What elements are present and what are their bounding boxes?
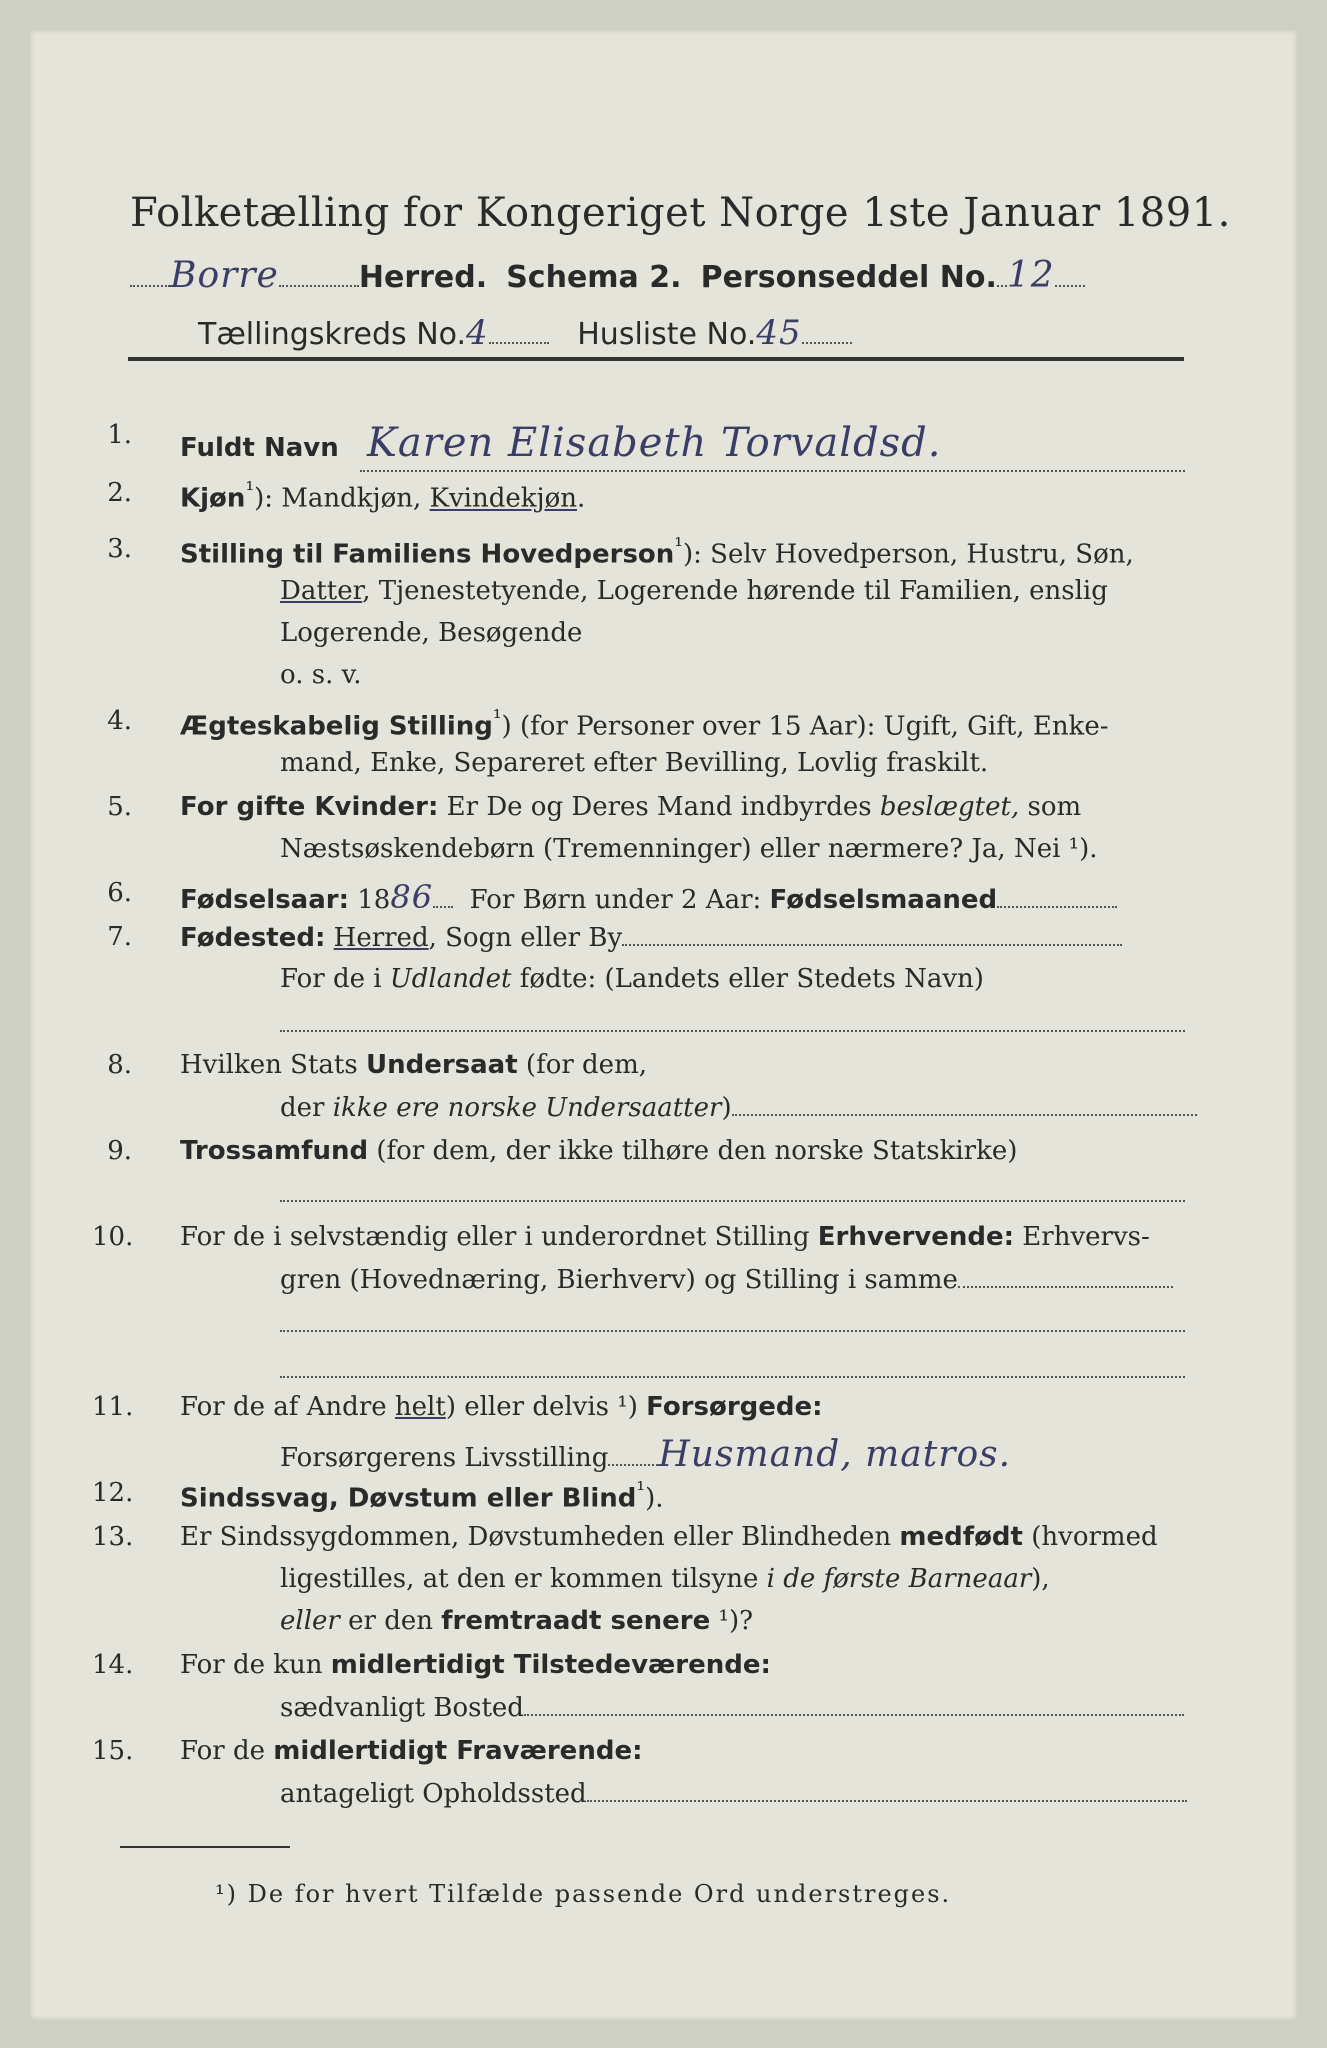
congenital-text-2: ligestilles, at den er kommen tilsyne [280,1564,767,1594]
birth-month-intro: For Børn under 2 Aar: [469,885,762,915]
item-12 [180,1478,664,1514]
family-position-label: Stilling til Familiens Hovedperson [180,539,675,570]
item-8-line2 [280,1092,1197,1123]
footnote-mark: ¹ [674,534,683,559]
herred-value: Borre [170,255,279,296]
supported-text-mid: ) eller delvis ¹) [445,1392,647,1422]
header-rule [128,357,1184,361]
item-15-line2 [280,1778,1187,1809]
item-11 [180,1392,823,1422]
birthplace-options: , Sogn eller By [428,923,623,953]
citizenship-note-end: ) [721,1093,732,1123]
family-position-selected: Datter [280,576,363,606]
item-number: 13. [92,1522,134,1552]
item-5-line2: Næstsøskendebørn (Tremenninger) eller nærmere? Ja, Nei ¹). [280,834,1098,864]
abroad-text: For de i [280,964,390,994]
item-14 [180,1650,771,1680]
item-6 [180,878,1117,916]
birthplace-label: Fødested: [180,923,326,953]
sex-label: Kjøn [180,483,246,514]
married-women-text-end: som [1019,792,1082,822]
supported-label: Forsørgede: [646,1392,823,1422]
item-number: 8. [107,1050,132,1080]
family-position-options: ): Selv Hovedperson, Hustru, Søn, [682,539,1134,570]
occupation-text-end: Erhvervs- [1014,1222,1150,1252]
supported-selected: helt [394,1392,446,1422]
item-number: 7. [107,922,132,952]
footnote-rule [120,1846,290,1848]
item-13-line2 [280,1564,1050,1594]
occupation-text: For de i selvstændig eller i underordnet Stilling [180,1222,818,1252]
birth-year-prefix: 18 [349,885,391,915]
birth-year-label: Fødselsaar: [180,885,349,915]
congenital-text: Er Sindssygdommen, Døvstumheden eller Blindheden [180,1522,900,1552]
congenital-text-end: (hvormed [1022,1522,1158,1552]
kreds-line [198,313,852,353]
congenital-text-3-italic: eller [280,1606,340,1636]
item-10 [180,1222,1150,1252]
item-2 [180,478,585,514]
item-15 [180,1736,642,1766]
birth-year-value: 86 [390,878,434,916]
married-women-text: Er De og Deres Mand indbyrdes [438,792,880,822]
item-3 [180,534,1134,570]
citizenship-label: Undersaat [365,1050,518,1080]
punct: . [576,483,586,514]
item-5 [180,792,1081,822]
item-11-line2 [280,1434,1011,1475]
item-14-line2 [280,1692,1184,1723]
provider-occupation-label: Forsørgerens Livsstilling [280,1443,609,1473]
footnote: ¹) De for hvert Tilfælde passende Ord understreges. [215,1880,952,1908]
family-position-options-2: , Tjenestetyende, Logerende hørende til Familien, enslig [362,576,1108,606]
item-number: 5. [107,792,132,822]
congenital-text-2-end: ), [1031,1564,1050,1594]
occupation-text-2: gren (Hovednæring, Bierhverv) og Stilling i samme [280,1265,958,1295]
item-number: 14. [92,1650,134,1680]
congenital-text-3: er den [339,1606,442,1636]
item-3-line4: o. s. v. [280,660,362,690]
probable-residence-label: antageligt Opholdssted [280,1779,587,1809]
item-7-line2 [280,964,984,994]
citizenship-text: Hvilken Stats [180,1050,366,1080]
later-label: fremtraadt senere [441,1606,711,1636]
married-women-label: For gifte Kvinder: [180,792,439,822]
item-7 [180,922,1122,953]
item-number: 6. [107,878,132,908]
personseddel-value: 12 [1006,255,1055,296]
married-women-text-italic: beslægtet, [879,792,1020,822]
personseddel-label: Personseddel No. [700,260,997,295]
full-name-value: Karen Elisabeth Torvaldsd. [367,420,942,466]
census-form-page [30,30,1297,2020]
item-3-line3: Logerende, Besøgende [280,618,583,648]
item-number: 15. [92,1736,134,1766]
item-number: 2. [107,478,132,508]
abroad-text-end: fødte: (Landets eller Stedets Navn) [511,964,984,994]
item-13 [180,1522,1158,1552]
item-3-line2 [280,576,1108,606]
marital-status-label: Ægteskabelig Stilling [180,711,493,742]
item-4-line2: mand, Enke, Separeret efter Bevilling, Lovlig fraskilt. [280,748,989,778]
item-4 [180,706,1108,742]
form-title: Folketælling for Kongeriget Norge 1ste Januar 1891. [130,190,1231,236]
temporary-present-text: For de kun [180,1650,331,1680]
supported-text: For de af Andre [180,1392,395,1422]
item-8 [180,1050,647,1080]
congenital-text-3-end: ¹)? [710,1606,754,1636]
temporary-present-label: midlertidigt Tilstedeværende: [330,1650,771,1680]
citizenship-note-italic: ikke ere norske Undersaatter [332,1093,722,1123]
temporary-absent-label: midlertidigt Fraværende: [273,1736,643,1766]
congenital-text-2-italic: i de første Barneaar [766,1564,1032,1594]
disability-end: ). [645,1483,664,1514]
item-1 [180,420,941,466]
marital-status-options: ) (for Personer over 15 Aar): Ugift, Gift, Enke- [501,711,1109,742]
item-13-line3 [280,1606,753,1636]
abroad-text-italic: Udlandet [389,964,512,994]
husliste-label: Husliste No. [577,317,757,352]
item-number: 11. [92,1392,134,1422]
item-10-line2 [280,1264,1173,1295]
husliste-value: 45 [756,313,802,353]
sex-options: ): Mandkjøn, [254,483,430,514]
occupation-label: Erhvervende: [817,1222,1015,1252]
temporary-absent-text: For de [180,1736,274,1766]
item-number: 12. [92,1478,134,1508]
citizenship-text-end: (for dem, [517,1050,647,1080]
religion-text: (for dem, der ikke tilhøre den norske Statskirke) [368,1136,1018,1166]
footnote-mark: ¹ [245,478,255,503]
item-number: 4. [107,706,132,736]
citizenship-note: der [280,1093,333,1123]
footnote-mark: ¹ [492,706,502,731]
item-number: 10. [92,1222,134,1252]
herred-label: Herred. [358,260,488,295]
kreds-label: Tællingskreds No. [198,317,466,352]
kreds-value: 4 [466,313,489,353]
herred-line [130,255,1085,296]
item-number: 1. [107,420,132,450]
disability-label: Sindssvag, Døvstum eller Blind [180,1483,637,1514]
item-number: 9. [107,1136,132,1166]
item-number: 3. [107,534,132,564]
birthplace-selected: Herred [333,923,429,953]
religion-label: Trossamfund [180,1136,369,1166]
birth-month-label: Fødselsmaaned [769,885,998,915]
usual-residence-label: sædvanligt Bosted [280,1693,524,1723]
footnote-mark: ¹ [636,1478,646,1503]
sex-selected: Kvindekjøn [429,483,577,514]
full-name-label: Fuldt Navn [180,433,339,463]
provider-occupation-value: Husmand, matros. [658,1434,1012,1475]
item-9 [180,1136,1017,1166]
schema-label: Schema 2. [506,260,682,295]
congenital-label: medfødt [899,1522,1023,1552]
